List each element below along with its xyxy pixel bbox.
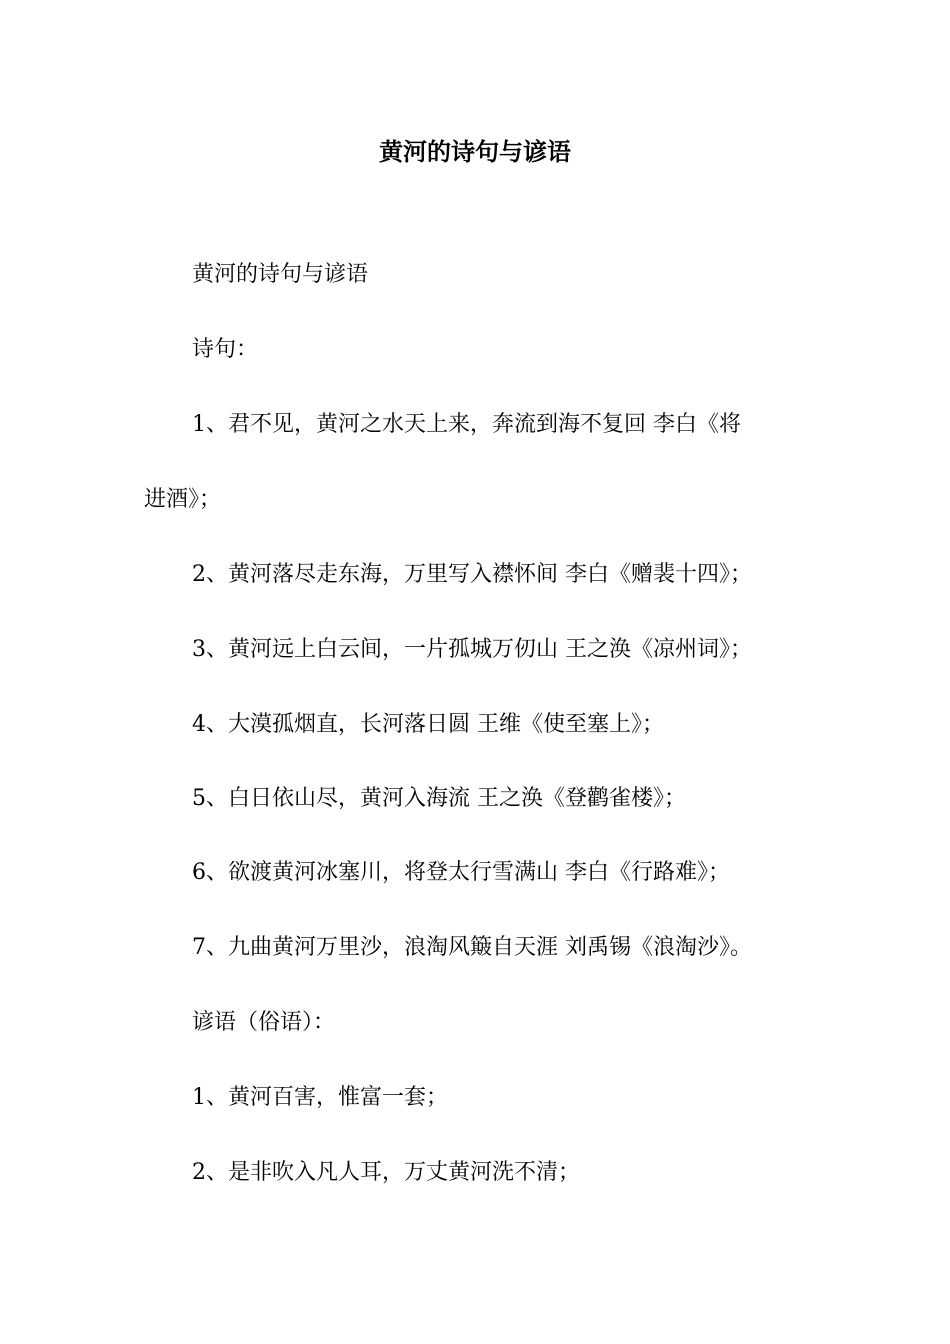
paragraph-proverbs-heading: 谚语（俗语）： bbox=[192, 1010, 336, 1035]
paragraph-proverb-1: 1、黄河百害，惟富一套； bbox=[192, 1085, 448, 1110]
paragraph-poem-4: 4、大漠孤烟直，长河落日圆 王维《使至塞上》； bbox=[192, 712, 664, 737]
paragraph-proverb-2: 2、是非吹入凡人耳，万丈黄河洗不清； bbox=[192, 1160, 580, 1185]
paragraph-poem-1-continued: 进酒》； bbox=[144, 487, 222, 512]
paragraph-poem-6: 6、欲渡黄河冰塞川，将登太行雪满山 李白《行路难》； bbox=[192, 860, 730, 885]
paragraph-poems-heading: 诗句： bbox=[192, 337, 259, 362]
paragraph-poem-3: 3、黄河远上白云间，一片孤城万仞山 王之涣《凉州词》； bbox=[192, 637, 752, 662]
paragraph-poem-5: 5、白日依山尽，黄河入海流 王之涣《登鹳雀楼》； bbox=[192, 786, 686, 811]
paragraph-poem-2: 2、黄河落尽走东海，万里写入襟怀间 李白《赠裴十四》； bbox=[192, 562, 752, 587]
paragraph-subtitle: 黄河的诗句与谚语 bbox=[192, 262, 369, 287]
paragraph-poem-7: 7、九曲黄河万里沙，浪淘风簸自天涯 刘禹锡《浪淘沙》。 bbox=[192, 935, 752, 960]
document-title: 黄河的诗句与谚语 bbox=[379, 137, 571, 166]
paragraph-poem-1: 1、君不见，黄河之水天上来，奔流到海不复回 李白《将 bbox=[192, 412, 741, 437]
